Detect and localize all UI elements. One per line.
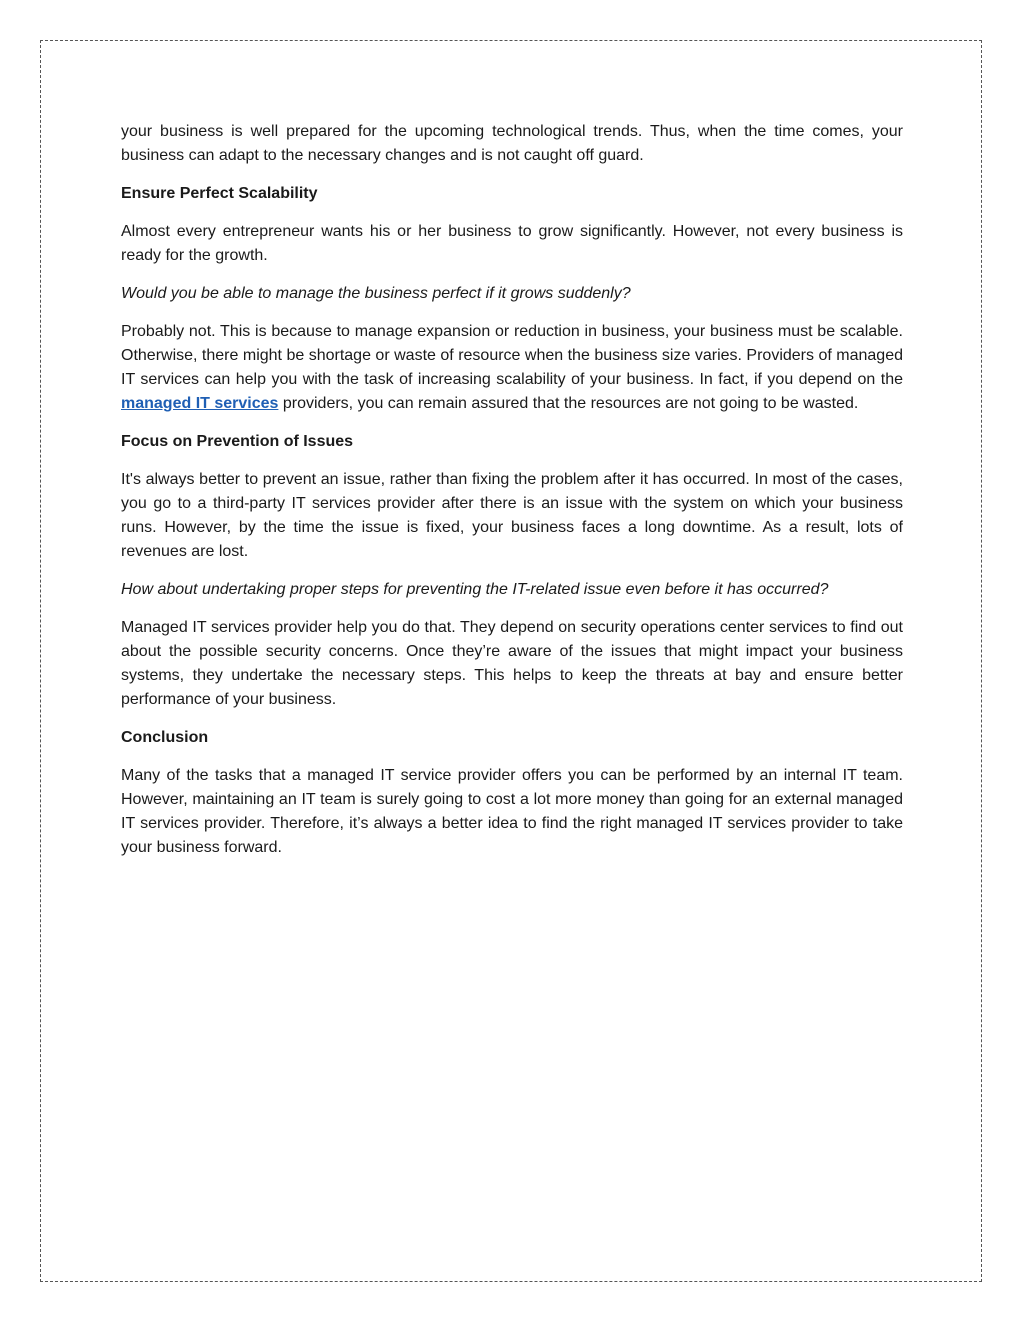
paragraph-scalability-text-1: Probably not. This is because to manage expansion or reduction in business, your business must be scalable. Otherwise, there might be shortage or waste of resource when the business size varies. Providers of managed IT services can help you with the task of increasing scalability of your business. In fact, if you depend on the — [121, 323, 903, 388]
paragraph-prevention: It's always better to prevent an issue, rather than fixing the problem after it has occurred. In most of the cases, you go to a third-party IT services provider after there is an issue with the system on which your business runs. However, by the time the issue is fixed, your business faces a long downtime. As a result, lots of revenues are lost. — [121, 471, 903, 560]
heading-focus-on-prevention: Focus on Prevention of Issues — [121, 433, 354, 450]
paragraph-conclusion: Many of the tasks that a managed IT service provider offers you can be performed by an internal IT team. However, maintaining an IT team is surely going to cost a lot more money than going for an external managed IT services provider. Therefore, it’s always a better idea to find the right managed IT services provider to take your business forward. — [121, 767, 903, 856]
paragraph-scalability — [121, 320, 903, 416]
question-manage-growth: Would you be able to manage the business perfect if it grows suddenly? — [121, 285, 631, 302]
question-preventing-issues: How about undertaking proper steps for preventing the IT-related issue even before it has occurred? — [121, 581, 829, 598]
heading-conclusion: Conclusion — [121, 729, 209, 746]
paragraph-growth: Almost every entrepreneur wants his or her business to grow significantly. However, not every business is ready for the growth. — [121, 223, 903, 264]
paragraph-scalability-text-2: providers, you can remain assured that the resources are not going to be wasted. — [278, 395, 859, 412]
managed-it-services-link[interactable]: managed IT services — [121, 395, 279, 412]
heading-ensure-perfect-scalability: Ensure Perfect Scalability — [121, 185, 318, 202]
paragraph-security: Managed IT services provider help you do that. They depend on security operations center services to find out about the possible security concerns. Once they’re aware of the issues that might impact your business systems, they undertake the necessary steps. This helps to keep the threats at bay and ensure better performance of your business. — [121, 619, 903, 708]
paragraph-intro: your business is well prepared for the upcoming technological trends. Thus, when the time comes, your business can adapt to the necessary changes and is not caught off guard. — [121, 123, 903, 164]
document-body — [121, 120, 903, 874]
